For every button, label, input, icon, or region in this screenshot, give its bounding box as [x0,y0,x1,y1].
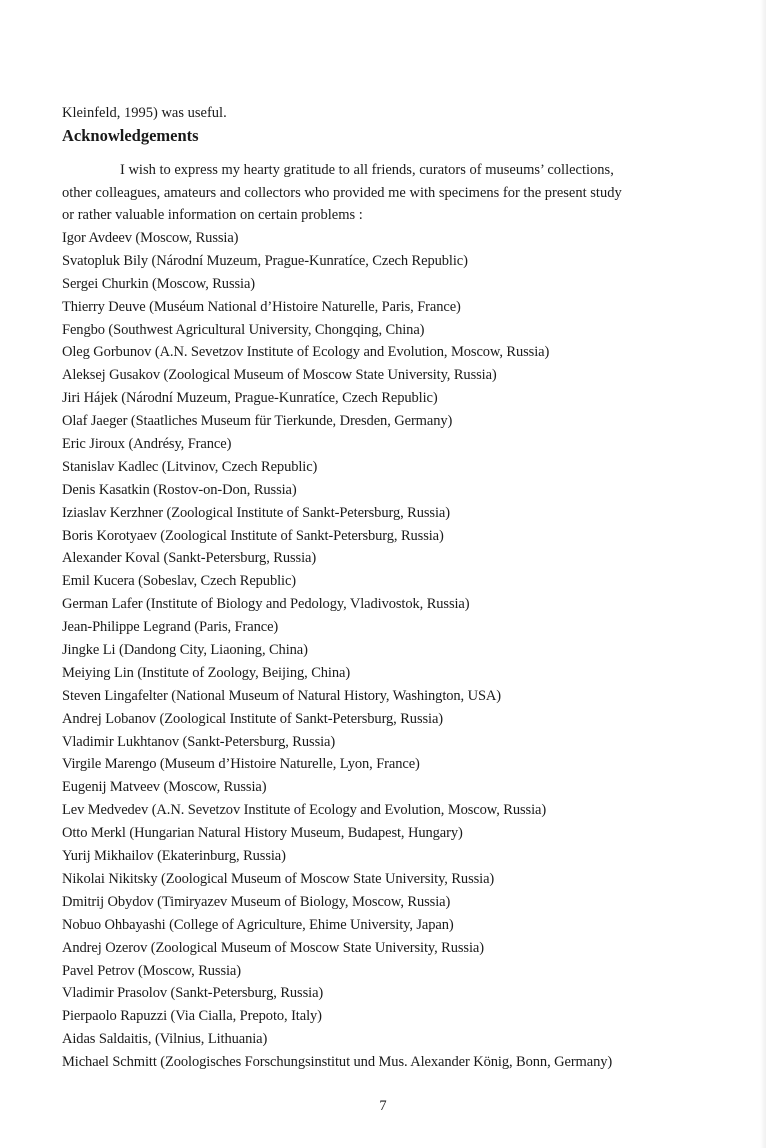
list-item: Aleksej Gusakov (Zoological Museum of Moscow State University, Russia) [62,367,497,384]
list-item: Emil Kucera (Sobeslav, Czech Republic) [62,573,297,590]
list-item: Vladimir Lukhtanov (Sankt-Petersburg, Russia) [62,733,336,750]
list-item: Eugenij Matveev (Moscow, Russia) [62,779,267,796]
scan-edge-shadow [760,0,766,1148]
list-item: Meiying Lin (Institute of Zoology, Beijing, China) [62,664,351,681]
paragraph-line: I wish to express my hearty gratitude to all friends, curators of museums’ collections, [120,162,614,178]
list-item: Steven Lingafelter (National Museum of Natural History, Washington, USA) [62,687,502,704]
list-item: Jean-Philippe Legrand (Paris, France) [62,619,279,636]
list-item: Eric Jiroux (Andrésy, France) [62,436,232,453]
list-item: Fengbo (Southwest Agricultural University, Chongqing, China) [62,321,425,338]
list-item: Pierpaolo Rapuzzi (Via Cialla, Prepoto, Italy) [62,1008,322,1025]
list-item: Virgile Marengo (Museum d’Histoire Naturelle, Lyon, France) [62,756,420,773]
paragraph-line: other colleagues, amateurs and collectors who provided me with specimens for the present study [62,184,622,201]
acknowledgement-paragraph [62,159,702,227]
list-item: Boris Korotyaev (Zoological Institute of Sankt-Petersburg, Russia) [62,527,444,544]
list-item: Nobuo Ohbayashi (College of Agriculture, Ehime University, Japan) [62,916,454,933]
list-item: Andrej Lobanov (Zoological Institute of Sankt-Petersburg, Russia) [62,710,444,727]
list-item: Aidas Saldaitis, (Vilnius, Lithuania) [62,1031,268,1048]
page-number: 7 [379,1098,387,1114]
list-item: Michael Schmitt (Zoologisches Forschungsinstitut und Mus. Alexander König, Bonn, Germany) [62,1054,613,1071]
list-item: Dmitrij Obydov (Timiryazev Museum of Biology, Moscow, Russia) [62,893,451,910]
list-item: Otto Merkl (Hungarian Natural History Museum, Budapest, Hungary) [62,825,463,842]
list-item: Jingke Li (Dandong City, Liaoning, China) [62,642,308,659]
list-item: Pavel Petrov (Moscow, Russia) [62,962,242,979]
continued-text-line: Kleinfeld, 1995) was useful. [62,105,227,121]
list-item: Olaf Jaeger (Staatliches Museum für Tierkunde, Dresden, Germany) [62,413,453,430]
list-item: Denis Kasatkin (Rostov-on-Don, Russia) [62,481,297,498]
list-item: Nikolai Nikitsky (Zoological Museum of Moscow State University, Russia) [62,870,495,887]
acknowledged-persons-list [62,227,612,1074]
list-item: Igor Avdeev (Moscow, Russia) [62,230,239,246]
list-item: Lev Medvedev (A.N. Sevetzov Institute of Ecology and Evolution, Moscow, Russia) [62,802,547,819]
list-item: Sergei Churkin (Moscow, Russia) [62,275,256,292]
section-heading-acknowledgements: Acknowledgements [62,126,199,145]
list-item: Vladimir Prasolov (Sankt-Petersburg, Russia) [62,985,324,1002]
list-item: Alexander Koval (Sankt-Petersburg, Russia) [62,550,317,567]
list-item: Andrej Ozerov (Zoological Museum of Moscow State University, Russia) [62,939,484,956]
list-item: Thierry Deuve (Muséum National d’Histoire Naturelle, Paris, France) [62,298,461,315]
list-item: Stanislav Kadlec (Litvinov, Czech Republic) [62,458,318,475]
paragraph-line: or rather valuable information on certain problems : [62,207,363,223]
list-item: Yurij Mikhailov (Ekaterinburg, Russia) [62,848,286,865]
list-item: Jiri Hájek (Národní Muzeum, Prague-Kunratíce, Czech Republic) [62,390,438,407]
list-item: Oleg Gorbunov (A.N. Sevetzov Institute of Ecology and Evolution, Moscow, Russia) [62,344,550,361]
list-item: Svatopluk Bily (Národní Muzeum, Prague-Kunratíce, Czech Republic) [62,252,468,269]
list-item: Iziaslav Kerzhner (Zoological Institute of Sankt-Petersburg, Russia) [62,504,450,521]
list-item: German Lafer (Institute of Biology and Pedology, Vladivostok, Russia) [62,596,470,613]
